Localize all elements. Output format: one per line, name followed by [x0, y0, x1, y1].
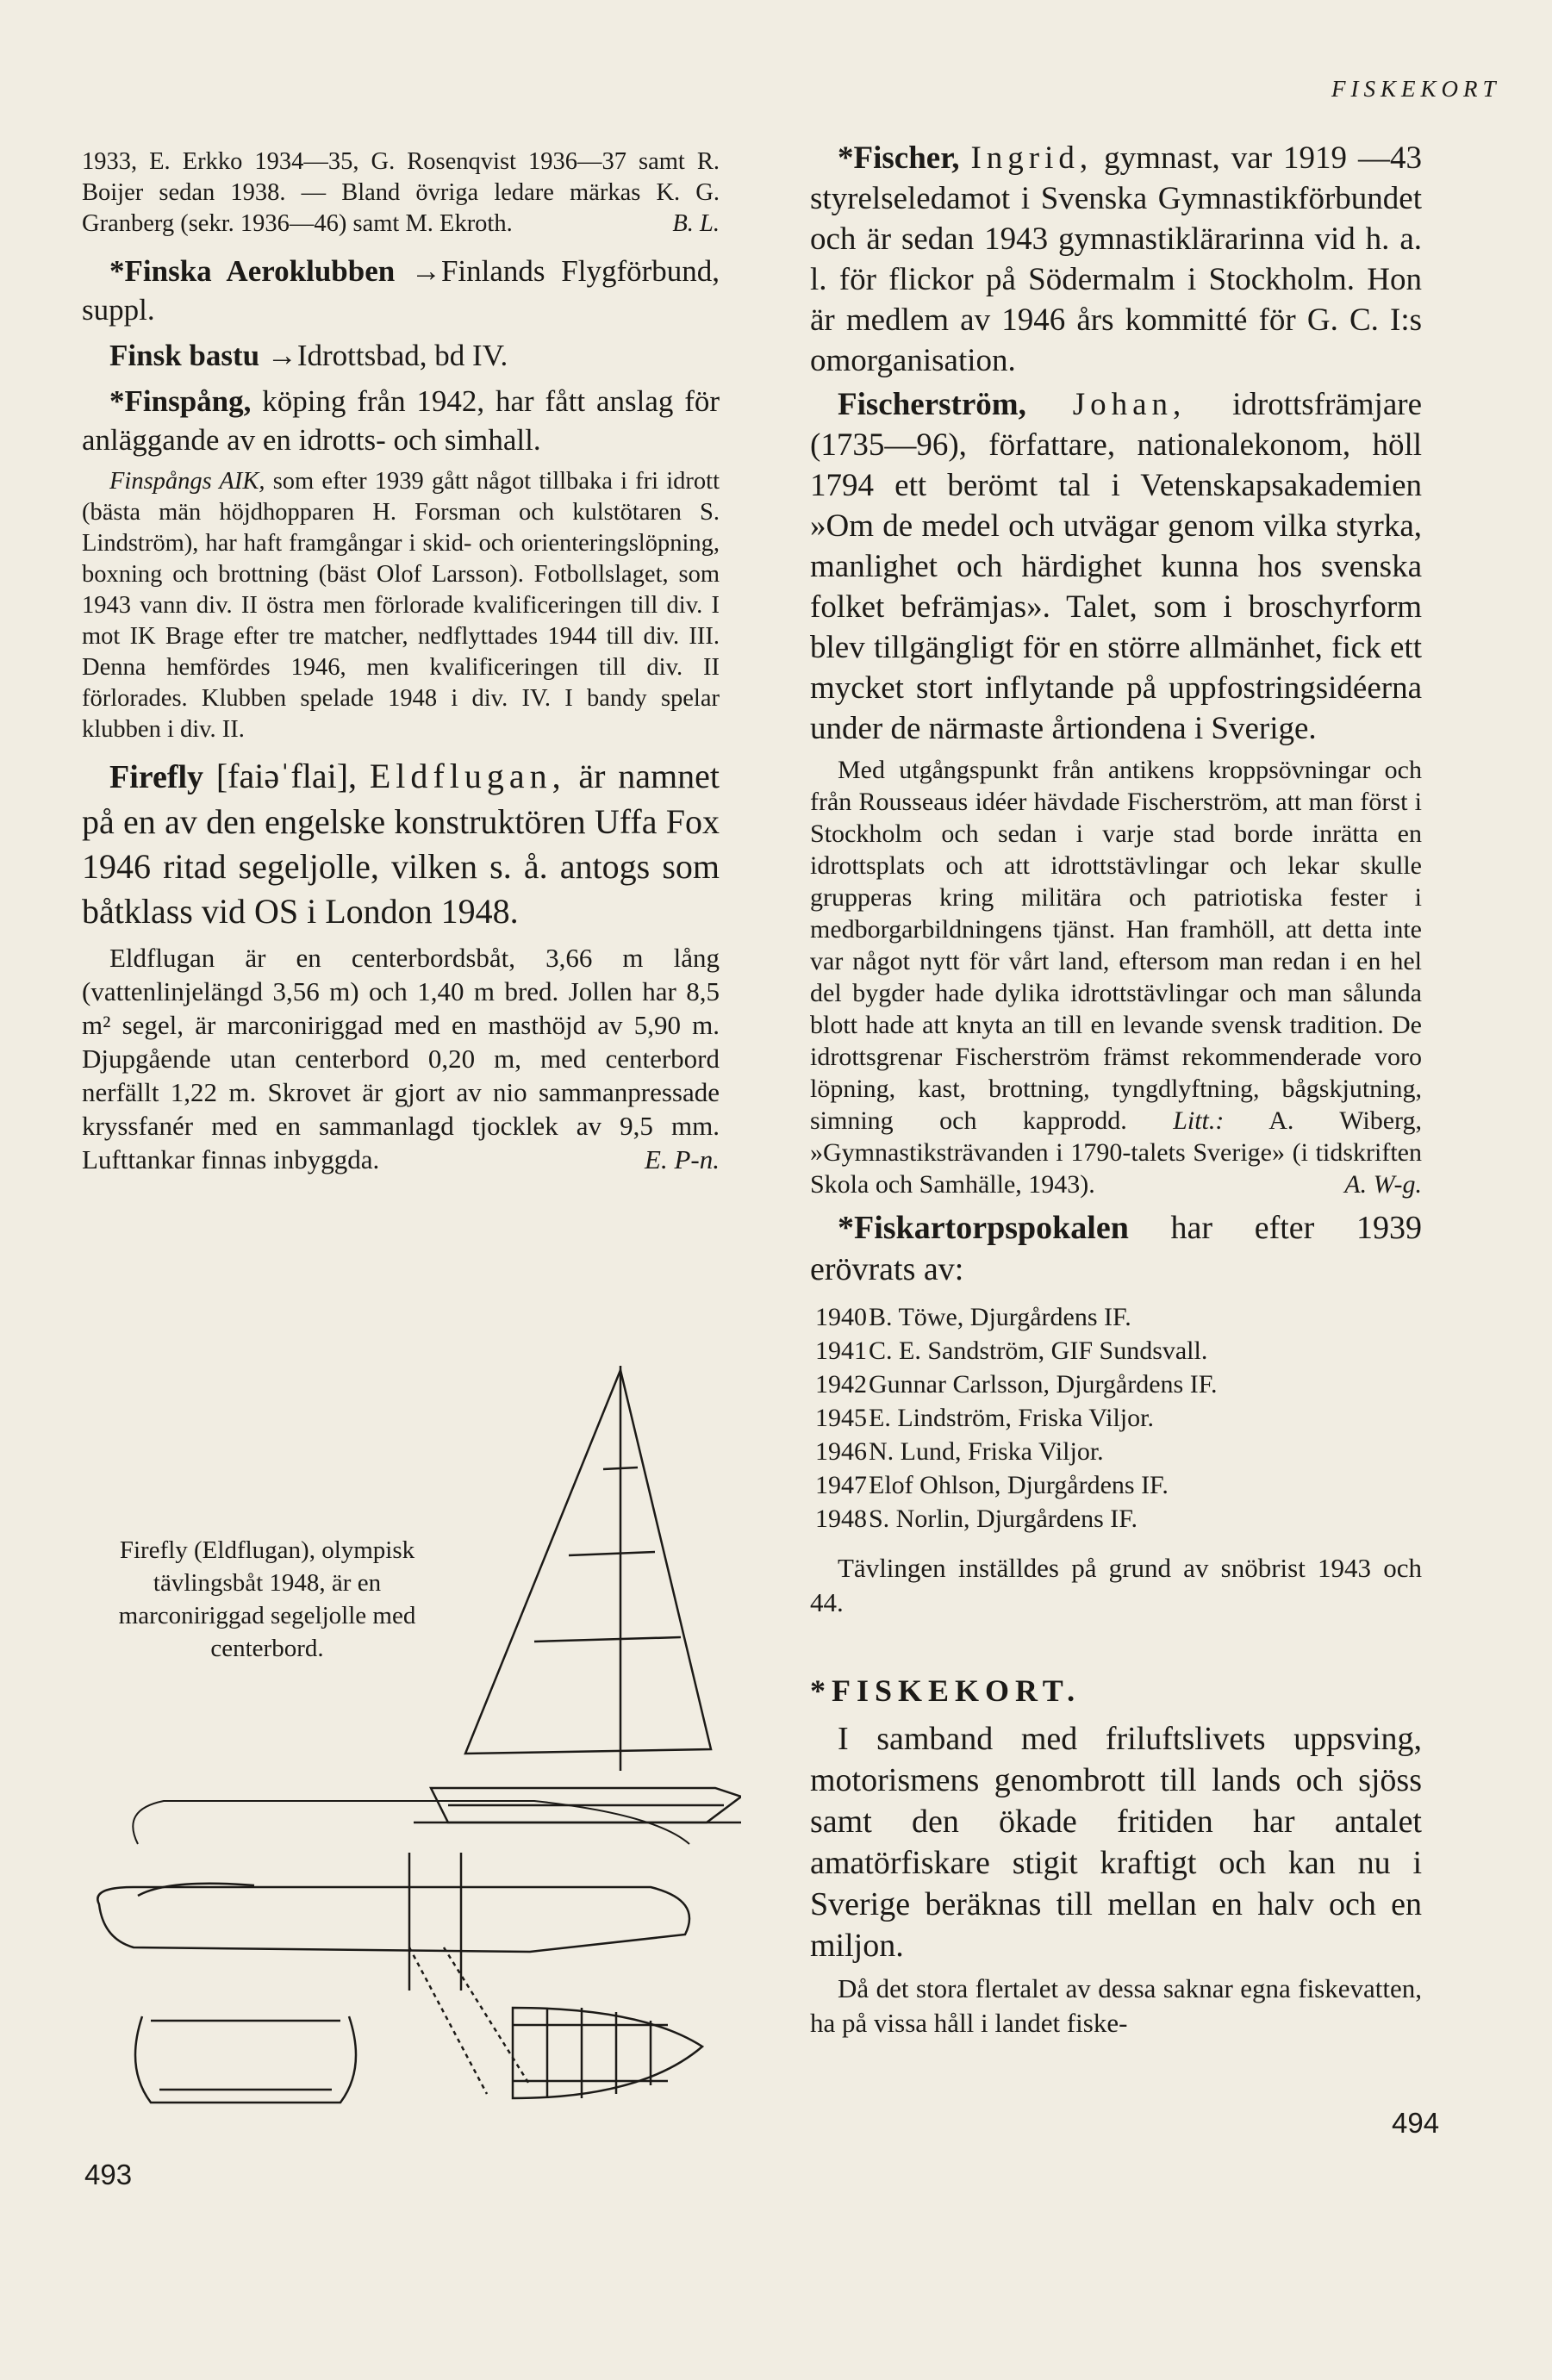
entry-fischerstrom: [810, 384, 1422, 749]
entry-firefly: [82, 754, 720, 934]
entry-text: Med utgångspunkt från antikens kroppsövningar och från Rousseaus idéer hävdade Fischerström, att man först i Stockholm och sedan i varje stad borde inrätta en idrottsplats och att idrottstävlingar och lekar skulle grupperas kring militära och patriotiska fester i medborgarbildningens tjänst. Han framhöll, att detta inte var något nytt för vårt land, eftersom man redan i en hel del bygder hade dylika idrottstävlingar och man sålunda blott hade att knyta an till en levande svensk tradition. De idrottsgrenar Fischerström främst rekommenderade voro löpning, kast, brottning, tyngdlyftning, bågskjutning, simning och kapprodd.: [810, 756, 1422, 1135]
entry-firefly-details: [82, 941, 720, 1176]
entry-text: 1933, E. Erkko 1934—35, G. Rosenqvist 1936—37 samt R. Boijer sedan 1938. — Bland övriga ledare märkas K. G. Granberg (sekr. 1936—46) samt M. Ekroth.: [82, 148, 720, 237]
left-column: [82, 146, 720, 1176]
entry-note: Tävlingen inställdes på grund av snöbrist 1943 och 44.: [810, 1553, 1422, 1617]
deck-plan: [513, 2008, 702, 2098]
spaced-name: Johan,: [1072, 387, 1187, 422]
entry-headword: Fischerström,: [838, 387, 1026, 422]
list-item: 1942 Gunnar Carlsson, Djurgårdens IF.: [815, 1370, 1218, 1399]
entry-text: Eldflugan är en centerbordsbåt, 3,66 m lång (vattenlinjelängd 3,56 m) och 1,40 m bred. Jollen har 8,5 m² segel, är marconiriggad med en masthöjd av 5,90 m. Djupgående utan centerbord 0,20 m, med centerbord nerfällt 1,22 m. Skrovet är gjort av nio sammanpressade kryssfanér med en sammanlagd tjocklek av 9,5 mm. Lufttankar finnas inbyggda.: [82, 943, 720, 1174]
list-item: 1941 C. E. Sandström, GIF Sundsvall.: [815, 1336, 1208, 1365]
list-item: 1940 B. Töwe, Djurgårdens IF.: [815, 1303, 1131, 1331]
entry-headword: *Fischer,: [838, 140, 960, 176]
entry-fiskartorpspokalen: [810, 1207, 1422, 1290]
author-signature: B. L.: [672, 210, 720, 237]
entry-text: idrottsfrämjare (1735—96), författare, nationalekonom, höll 1794 ett berömt tal i Vetenskapsakademien »Om de medel och utvägar genom vilka styrka, manlighet och härdighet kunna hos svenska folket befrämjas». Talet, som i broschyrform blev tillgängligt för en större allmänhet, fick ett mycket stort inflytande på uppfostringsidéerna under de närmaste årtiondena i Sverige.: [810, 387, 1422, 746]
entry-finspang: [82, 382, 720, 459]
entry-text: som efter 1939 gått något tillbaka i fri idrott (bästa män höjdhopparen H. Forsman och kulstötaren S. Lindström), har haft framgångar i skid- och orienteringslöpning, boxning och brottning (bäst Olof Larsson). Fotbollslaget, som 1943 vann div. II östra men förlorade kvalificeringen till div. I mot IK Brage efter tre matcher, nedflyttades 1944 till div. III. Denna hemfördes 1946, men kvalificeringen till div. II förlorades. Klubben spelade 1948 i div. IV. I bandy spelar klubben i div. II.: [82, 468, 720, 743]
author-signature: A. W-g.: [1344, 1170, 1422, 1199]
section-heading: *FISKEKORT.: [810, 1673, 1081, 1708]
right-column: [810, 138, 1422, 2040]
list-item: 1948 S. Norlin, Djurgårdens IF.: [815, 1505, 1138, 1533]
entry-text: köping från 1942, har fått anslag för anläggande av en idrotts- och simhall.: [82, 384, 720, 457]
hull-section-drawing: [82, 1853, 737, 2137]
running-head: FISKEKORT: [1331, 76, 1501, 102]
entry-continuation: [82, 146, 720, 240]
spaced-name: Eldflugan,: [369, 757, 566, 795]
winners-list: [815, 1300, 1422, 1536]
literature-text: A. Wiberg, »Gymnastiksträvanden i 1790-talets Sverige» (i tidskriften Skola och Samhälle, 1943).: [810, 1106, 1422, 1199]
entry-finsk-bastu: [82, 336, 720, 375]
entry-finspangs-aik: [82, 466, 720, 745]
entry-fischerstrom-details: [810, 754, 1422, 1200]
pronunciation: [faiəˈflai],: [215, 757, 358, 795]
entry-text: har efter 1939 erövrats av:: [810, 1210, 1422, 1287]
literature-label: Litt.:: [1173, 1106, 1225, 1135]
page-number-right: 494: [1392, 2107, 1440, 2139]
list-item: 1947 Elof Ohlson, Djurgårdens IF.: [815, 1471, 1169, 1499]
list-item: 1945 E. Lindström, Friska Viljor.: [815, 1404, 1154, 1432]
list-item: 1946 N. Lund, Friska Viljor.: [815, 1437, 1104, 1466]
spaced-name: Ingrid,: [970, 140, 1094, 176]
sail: [465, 1370, 711, 1754]
entry-text: gymnast, var 1919 —43 styrelseledamot i Svenska Gymnastikförbundet och är sedan 1943 gymnastiklärarinna vid h. a. l. för flickor på Södermalm i Stockholm. Hon är medlem av 1946 års kommitté för G. C. I:s omorganisation.: [810, 140, 1423, 378]
entry-headword: Finsk bastu: [109, 339, 260, 372]
entry-headword: Firefly: [109, 759, 204, 795]
entry-headword: *Finska Aeroklubben: [109, 254, 396, 288]
entry-fischer: [810, 138, 1422, 381]
page-number-left: 493: [84, 2159, 133, 2190]
author-signature: E. P-n.: [645, 1144, 720, 1174]
entry-headword: *Finspång,: [109, 384, 252, 418]
hull-side-view: [97, 1887, 689, 1952]
club-name: Finspångs AIK,: [109, 468, 265, 495]
figure-caption: Firefly (Eldflugan), olympisk tävlingsbåt 1948, är en marconiriggad segeljolle med centerbord.: [118, 1536, 416, 1662]
entry-text: är namnet på en av den engelske konstruktören Uffa Fox 1946 ritad segeljolle, vilken s. å. antogs som båtklass vid OS i London 1948.: [82, 757, 720, 931]
entry-fiskekort: I samband med friluftslivets uppsving, motorismens genombrott till lands och sjöss samt den ökade fritiden har antalet amatörfiskare stigit kraftigt och kan nu i Sverige beräknas till mellan en halv och en miljon.: [810, 1721, 1422, 1964]
entry-finska-aeroklubben: [82, 252, 720, 329]
entry-headword: *Fiskartorpspokalen: [838, 1210, 1129, 1246]
entry-fiskekort-details: Då det stora flertalet av dessa saknar egna fiskevatten, ha på vissa håll i landet fiske-: [810, 1973, 1422, 2038]
cross-reference[interactable]: →Idrottsbad, bd IV.: [266, 339, 508, 372]
cross-reference[interactable]: →Finlands Flygförbund, suppl.: [82, 254, 720, 327]
